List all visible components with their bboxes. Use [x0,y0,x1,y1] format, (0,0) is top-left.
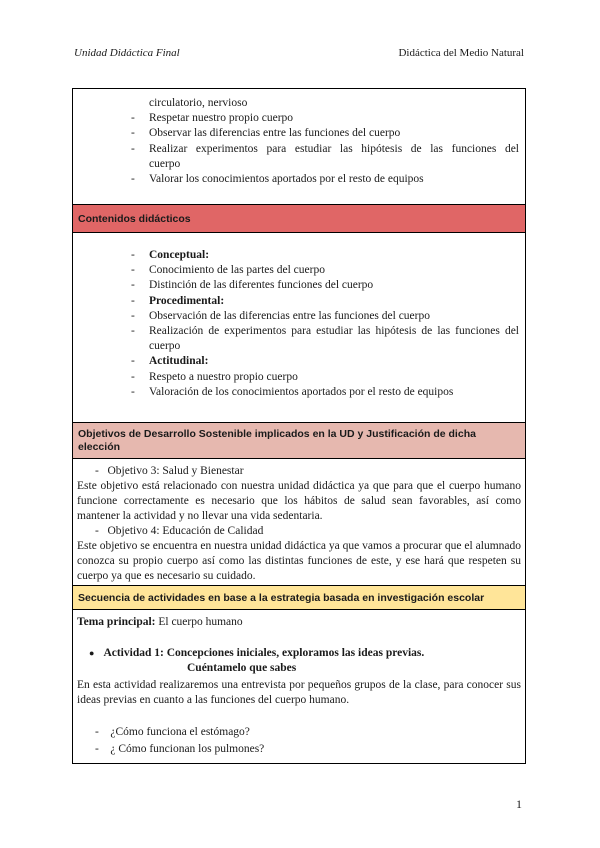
divider [73,609,525,610]
list-item: - Conocimiento de las partes del cuerpo [131,264,325,277]
list-item-heading: - Actitudinal: [131,355,209,368]
ods-objective-4-text: Este objetivo se encuentra en nuestra unidad didáctica ya que vamos a procurar que el alumnado conozca su propio cuerpo así como las distintas funciones de este, y ese hará que respeten su cuerpo ya que es necesario su cuidado. [77,540,521,583]
ods-objective-4: - Objetivo 4: Educación de Calidad [95,525,264,537]
activity-description: En esta actividad realizaremos una entrevista por pequeños grupos de la clase, para conocer sus ideas previas en cuanto a las funciones del cuerpo humano. [77,679,521,707]
header-unit-title: Unidad Didáctica Final [74,47,180,59]
list-item: - Valoración de los conocimientos aportados por el resto de equipos [131,385,454,398]
objectives-list [131,96,519,187]
ods-objective-3: - Objetivo 3: Salud y Bienestar [95,465,244,477]
list-item: - Realizar experimentos para estudiar las hipótesis de las funciones del [131,142,519,155]
list-item: - Valorar los conocimientos aportados por el resto de equipos [131,173,424,186]
bullet-icon: ● [89,648,95,658]
list-item-heading: - Procedimental: [131,294,225,307]
ods-title-line2: elección [78,440,121,453]
section-header-contenidos: Contenidos didácticos [73,205,525,232]
ods-title-line1: Objetivos de Desarrollo Sostenible implicados en la UD y Justificación de dicha [78,427,476,440]
question-item: - ¿Cómo funciona el estómago? [95,726,250,738]
content-table [72,88,526,764]
list-item: - Observar las diferencias entre las funciones del cuerpo [131,127,401,140]
contenidos-list [131,248,519,400]
list-item-continuation: circulatorio, nervioso [149,97,248,109]
page-number: 1 [516,797,522,811]
question-item: - ¿ Cómo funcionan los pulmones? [95,743,265,755]
list-item: - Distinción de las diferentes funciones del cuerpo [131,279,374,292]
divider [73,458,525,459]
list-item: - Realización de experimentos para estudiar las hipótesis de las funciones del [131,325,519,338]
list-item: - Respeto a nuestro propio cuerpo [131,370,298,383]
ods-objective-3-text: Este objetivo está relacionado con nuestra unidad didáctica ya que para que el cuerpo humano funcione correctamente es necesario que los hábitos de salud sean favorables, así como mantener la actividad y no llevar una vida sedentaria. [77,480,521,523]
activity-subtitle: Cuéntamelo que sabes [187,662,297,674]
divider [73,232,525,233]
list-item-continuation: cuerpo [149,340,181,353]
activity-title: ● Actividad 1: Concepciones iniciales, exploramos las ideas previas. [89,647,425,659]
tema-principal: Tema principal: El cuerpo humano [77,616,243,628]
list-item: - Respetar nuestro propio cuerpo [131,112,294,125]
list-item: - Observación de las diferencias entre las funciones del cuerpo [131,309,430,322]
section-header-secuencia: Secuencia de actividades en base a la estrategia basada en investigación escolar [73,586,525,609]
list-item-heading: - Conceptual: [131,249,210,261]
section-header-ods [73,423,525,458]
header-course-title: Didáctica del Medio Natural [398,47,524,59]
list-item-continuation: cuerpo [149,157,181,170]
